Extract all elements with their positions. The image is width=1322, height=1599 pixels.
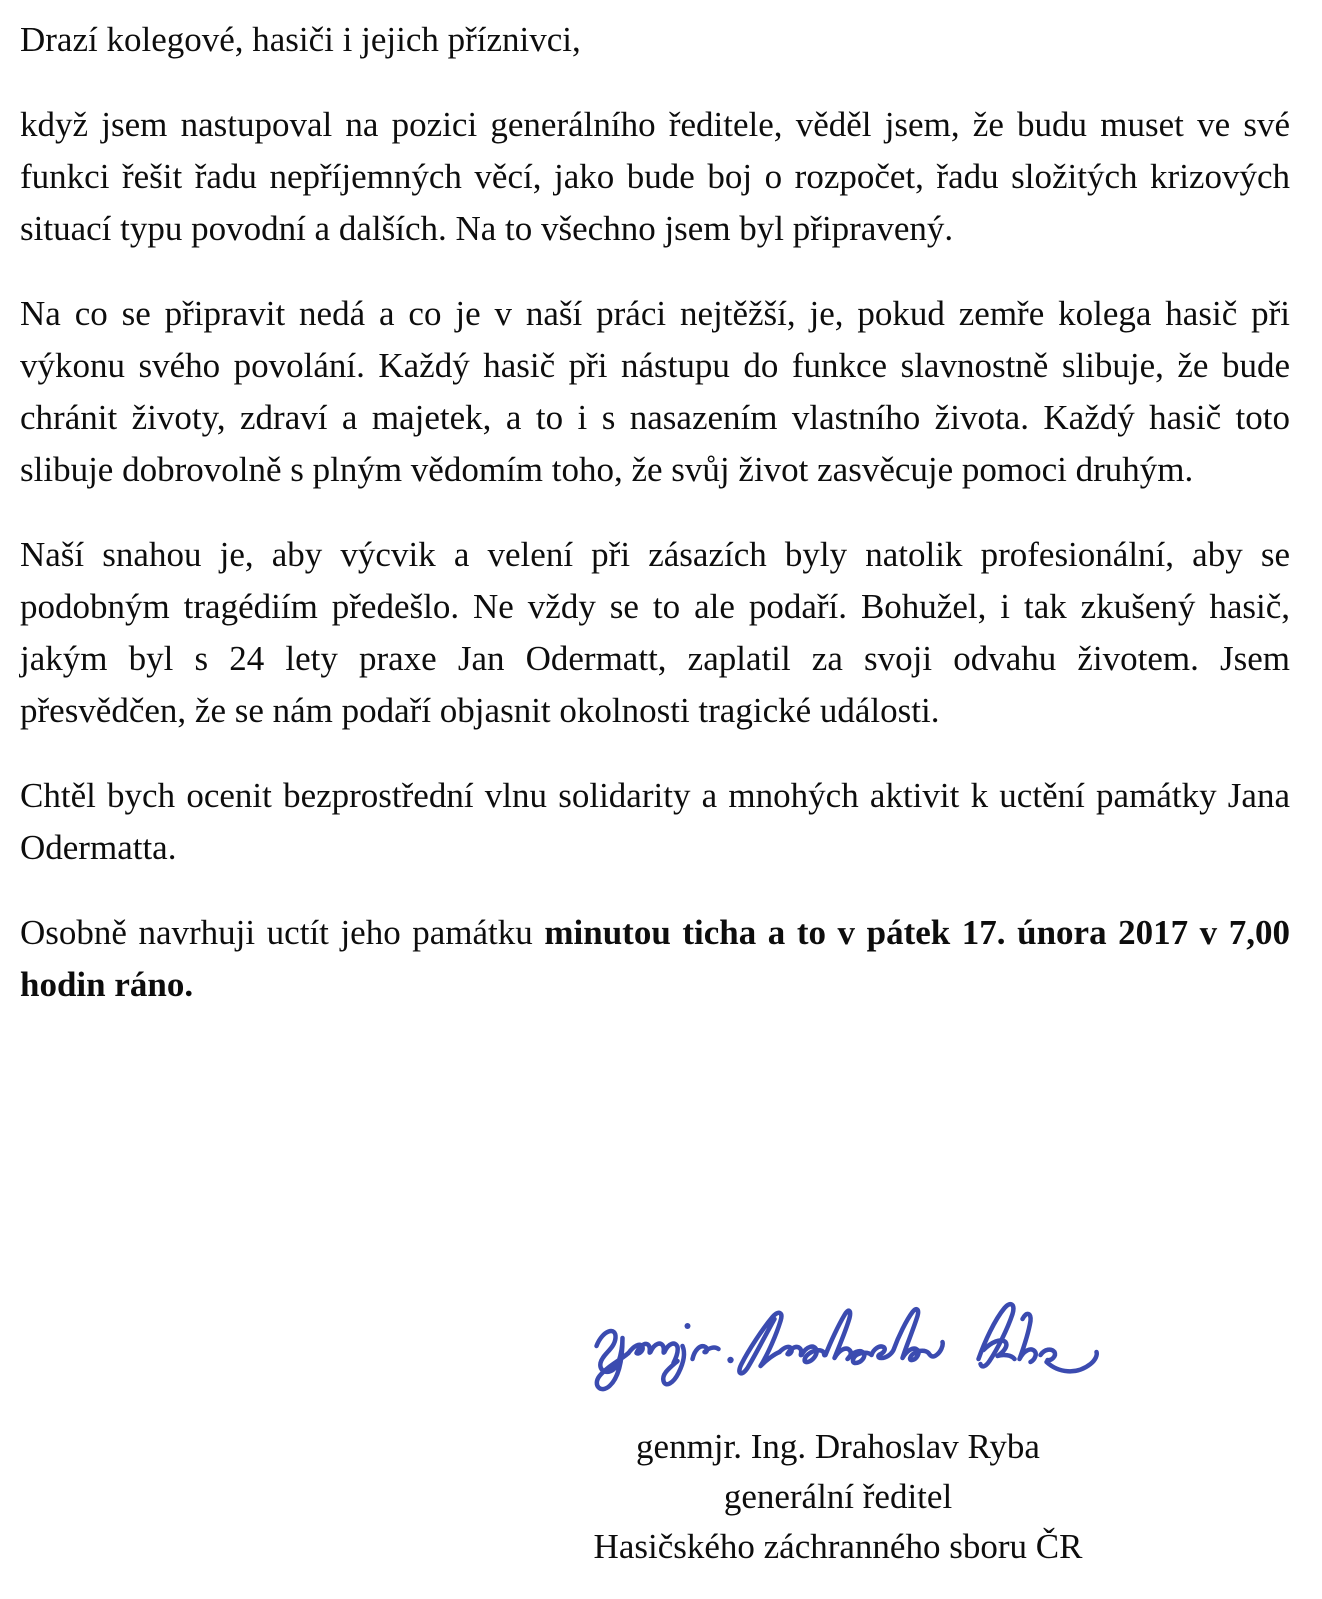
signatory-name: genmjr. Ing. Drahoslav Ryba [636, 1427, 1040, 1466]
handwritten-signature [578, 1262, 1103, 1402]
closing-text: Osobně navrhuji uctít jeho památku [20, 913, 545, 952]
signatory-organization: Hasičského záchranného sboru ČR [593, 1527, 1083, 1566]
letter-body [20, 14, 1290, 1044]
paragraph-tragedy: Naší snahou je, aby výcvik a velení při zásazích byly natolik profesionální, aby se podobným tragédiím předešlo. Ne vždy se to ale podaří. Bohužel, i tak zkušený hasič, jakým byl s 24 lety praxe Jan Odermatt, zaplatil za svoji odvahu životem. Jsem přesvědčen, že se nám podaří objasnit okolnosti tragické události. [20, 535, 1290, 730]
closing-paragraph [20, 907, 1290, 1011]
salutation: Drazí kolegové, hasiči i jejich příznivci, [20, 20, 581, 59]
paragraph-intro: když jsem nastupoval na pozici generálního ředitele, věděl jsem, že budu muset ve své funkci řešit řadu nepříjemných věcí, jako bude boj o rozpočet, řadu složitých krizových situací typu povodní a dalších. Na to všechno jsem byl připravený. [20, 105, 1290, 248]
memorial-minute-bold-text: minutou ticha a to v pátek 17. února 2017 v 7,00 hodin ráno. [20, 913, 1290, 1004]
paragraph-oath: Na co se připravit nedá a co je v naší práci nejtěžší, je, pokud zemře kolega hasič při výkonu svého povolání. Každý hasič při nástupu do funkce slavnostně slibuje, že bude chránit životy, zdraví a majetek, a to i s nasazením vlastního života. Každý hasič toto slibuje dobrovolně s plným vědomím toho, že svůj život zasvěcuje pomoci druhým. [20, 294, 1290, 489]
signature-block [508, 1422, 1168, 1572]
paragraph-solidarity: Chtěl bych ocenit bezprostřední vlnu solidarity a mnohých aktivit k uctění památky Jana Odermatta. [20, 776, 1290, 867]
signatory-title: generální ředitel [723, 1477, 953, 1516]
